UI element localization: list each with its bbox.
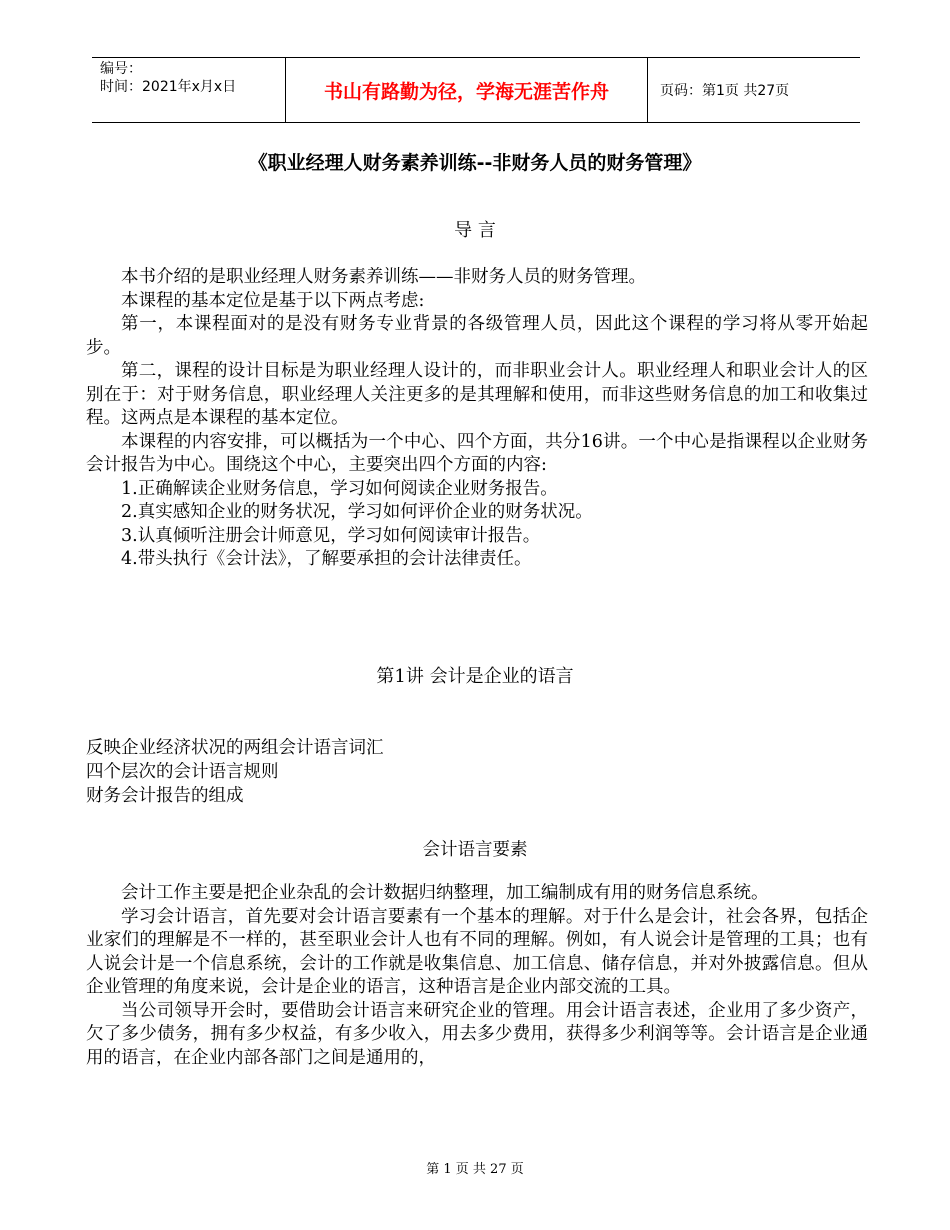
section-heading: 会计语言要素: [422, 840, 528, 860]
lecture-paragraph: 学习会计语言，首先要对会计语言要素有一个基本的理解。对于什么是会计，社会各界，包括企业家们的理解是不一样的，甚至职业会计人也有不同的理解。例如，有人说会计是管理的工具；也有人说会计是一个信息系统，会计的工作就是收集信息、加工信息、储存信息，并对外披露信息。但从企业管理的角度来说，会计是企业的语言，这种语言是企业内部交流的工具。: [86, 906, 868, 997]
intro-heading: 导 言: [454, 220, 496, 241]
header-motto: 书山有路勤为径，学海无涯苦作舟: [286, 58, 648, 122]
header-meta: [92, 58, 286, 122]
number-label: 编号：: [100, 61, 142, 77]
lecture-body: [86, 882, 868, 1070]
lecture-paragraph: 会计工作主要是把企业杂乱的会计数据归纳整理，加工编制成有用的财务信息系统。: [121, 883, 769, 903]
intro-list-item: 1.正确解读企业财务信息，学习如何阅读企业财务报告。: [121, 478, 558, 499]
outline-item: 四个层次的会计语言规则: [86, 762, 279, 782]
intro-paragraph: 本课程的内容安排，可以概括为一个中心、四个方面，共分16讲。一个中心是指课程以企业财务会计报告为中心。围绕这个中心，主要突出四个方面的内容:: [86, 431, 868, 475]
lecture-outline: [86, 736, 384, 808]
intro-body: [86, 266, 868, 572]
header-page-info: 页码：第1页 共27页: [660, 83, 790, 99]
intro-list-item: 4.带头执行《会计法》，了解要承担的会计法律责任。: [121, 549, 532, 569]
document-title: 《职业经理人财务素养训练--非财务人员的财务管理》: [248, 152, 702, 174]
outline-item: 反映企业经济状况的两组会计语言词汇: [86, 738, 384, 758]
outline-item: 财务会计报告的组成: [86, 786, 244, 806]
lecture-paragraph: 当公司领导开会时，要借助会计语言来研究企业的管理。用会计语言表述，企业用了多少资产，欠了多少债务，拥有多少权益，有多少收入，用去多少费用，获得多少利润等等。会计语言是企业通用的语言，在企业内部各部门之间是通用的，: [86, 1000, 868, 1068]
document-header: [92, 57, 860, 123]
lecture-heading: 第1讲 会计是企业的语言: [376, 666, 574, 687]
intro-list-item: 3.认真倾听注册会计师意见，学习如何阅读审计报告。: [121, 525, 541, 546]
intro-list-item: 2.真实感知企业的财务状况，学习如何评价企业的财务状况。: [121, 502, 593, 522]
page-footer: 第 1 页 共 27 页: [426, 1162, 524, 1177]
intro-paragraph: 本课程的基本定位是基于以下两点考虑:: [121, 290, 425, 311]
intro-paragraph: 本书介绍的是职业经理人财务素养训练——非财务人员的财务管理。: [121, 267, 646, 287]
intro-paragraph: 第一，本课程面对的是没有财务专业背景的各级管理人员，因此这个课程的学习将从零开始起步。: [86, 314, 868, 358]
time-label: 时间：2021年x月x日: [100, 79, 237, 95]
intro-paragraph: 第二，课程的设计目标是为职业经理人设计的，而非职业会计人。职业经理人和职业会计人的区别在于：对于财务信息，职业经理人关注更多的是其理解和使用，而非这些财务信息的加工和收集过程。这两点是本课程的基本定位。: [86, 361, 868, 428]
